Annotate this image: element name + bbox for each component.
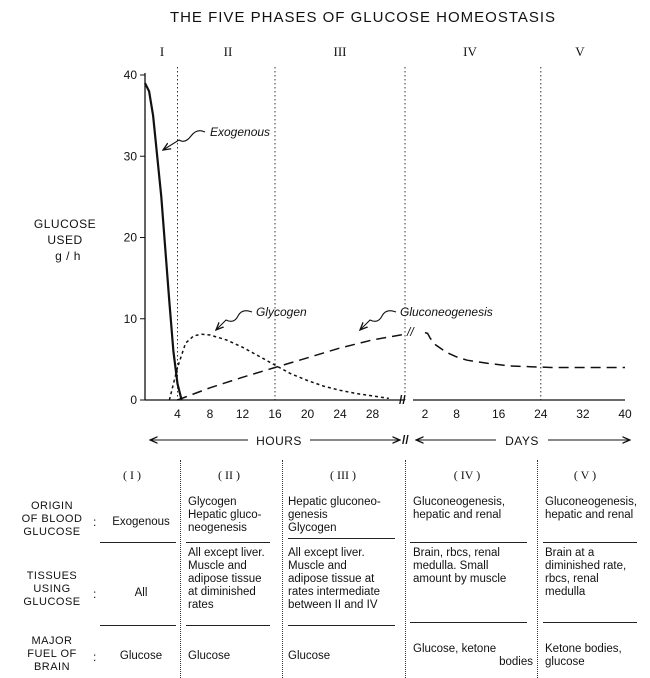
x-tick-label-hours: 24 xyxy=(333,407,347,421)
row-divider xyxy=(100,542,176,543)
table-cell-line: Exogenous xyxy=(112,516,170,528)
phase-label: II xyxy=(223,44,233,59)
x-tick-label-days: 40 xyxy=(618,407,632,421)
table-cell xyxy=(288,650,402,663)
series-line-exogenous xyxy=(145,83,182,400)
table-cell-line: rbcs, renal xyxy=(545,573,599,585)
x-tick-label-hours: 16 xyxy=(268,407,282,421)
row-divider xyxy=(186,625,270,626)
table-cell-line: All except liver. xyxy=(288,547,365,559)
row-divider xyxy=(100,625,176,626)
table-cell xyxy=(413,547,533,586)
y-tick-label: 40 xyxy=(123,68,137,82)
row-label-line: GLUCOSE xyxy=(23,596,81,608)
table-cell-line: Glycogen xyxy=(288,522,337,534)
y-axis-label-line: GLUCOSE xyxy=(33,217,97,231)
table-cell-line: Hepatic gluco- xyxy=(188,509,262,521)
chart-title: THE FIVE PHASES OF GLUCOSE HOMEOSTASIS xyxy=(169,9,557,26)
row-colon: : xyxy=(93,515,97,529)
row-label-line: MAJOR xyxy=(31,635,73,647)
row-label-line: BRAIN xyxy=(33,661,71,673)
label-exogenous-leader xyxy=(163,131,205,150)
x-tick-label-hours: 4 xyxy=(174,407,181,421)
x-axis-labels xyxy=(150,407,632,448)
label-gluconeogenesis: Gluconeogenesis xyxy=(400,305,493,319)
row-divider xyxy=(186,542,270,543)
table-cell-line: Brain at a xyxy=(545,547,595,559)
series-line-gluconeogenesis xyxy=(178,334,406,400)
label-glycogen-leader xyxy=(216,311,252,330)
table-cell xyxy=(288,547,402,612)
table-cell xyxy=(413,643,533,669)
row-label-line: ORIGIN xyxy=(30,500,74,512)
table-cell-line: bodies xyxy=(499,656,533,668)
table-cell-line: All except liver. xyxy=(188,547,265,559)
table-cell xyxy=(288,496,402,535)
row-divider xyxy=(288,625,395,626)
row-colon: : xyxy=(93,650,97,664)
table-cell xyxy=(545,496,645,522)
table-cell xyxy=(106,650,176,663)
table-cell-line: hepatic and renal xyxy=(545,509,634,521)
table-cell xyxy=(545,547,645,599)
table-cell-line: at diminished xyxy=(188,586,256,598)
table-cell-line: neogenesis xyxy=(188,522,247,534)
table-cell xyxy=(188,650,280,663)
phase-label: III xyxy=(333,44,347,59)
y-tick-label: 0 xyxy=(130,393,137,407)
column-header: ( II ) xyxy=(218,468,240,482)
table-cell-line: genesis xyxy=(288,509,328,521)
table-cell-line: medulla xyxy=(545,586,586,598)
x-tick-label-days: 32 xyxy=(576,407,590,421)
table-cell-line: Brain, rbcs, renal xyxy=(413,547,500,559)
row-label-line: USING xyxy=(33,583,71,595)
row-divider xyxy=(288,538,395,539)
x-tick-label-days: 24 xyxy=(534,407,548,421)
table-cell xyxy=(188,496,280,535)
axes xyxy=(124,68,625,407)
row-label-line: OF BLOOD xyxy=(21,513,83,525)
table-cell-line: Glucose xyxy=(288,650,331,662)
row-divider xyxy=(410,622,527,623)
hours-axis-label: HOURS xyxy=(256,434,302,448)
table-cell-line: Glucose, ketone xyxy=(413,643,497,655)
row-label-line: FUEL OF xyxy=(27,648,77,660)
phase-table xyxy=(0,460,650,678)
y-axis-label xyxy=(34,217,96,263)
table-cell-line: Glycogen xyxy=(188,496,237,508)
table-cell xyxy=(106,516,176,529)
days-axis-label: DAYS xyxy=(505,434,539,448)
phase-label: V xyxy=(575,44,585,59)
phase-labels xyxy=(160,44,585,59)
table-cell-line: hepatic and renal xyxy=(413,509,502,521)
column-header: ( III ) xyxy=(330,468,356,482)
table-cell xyxy=(106,587,176,600)
y-tick-label: 20 xyxy=(123,230,137,245)
table-cell-line: Ketone bodies, xyxy=(545,643,622,655)
row-divider xyxy=(543,622,637,623)
row-divider xyxy=(543,542,637,543)
table-cell-line: adipose tissue at xyxy=(288,573,375,585)
x-tick-label-hours: 8 xyxy=(206,407,214,421)
phase-label: I xyxy=(159,44,165,59)
table-cell-line: Muscle and xyxy=(288,560,347,572)
table-cell xyxy=(545,643,645,669)
column-separator xyxy=(405,460,406,678)
x-tick-label-days: 16 xyxy=(492,407,506,421)
column-separator xyxy=(537,460,538,678)
row-label xyxy=(2,635,102,674)
table-cell-line: adipose tissue xyxy=(188,573,262,585)
label-glycogen: Glycogen xyxy=(256,305,307,319)
x-tick-label-hours: 12 xyxy=(235,407,250,421)
table-cell xyxy=(188,547,280,612)
column-separator xyxy=(282,460,283,678)
break-mark-upper: // xyxy=(407,325,414,339)
table-cell-line: diminished rate, xyxy=(545,560,627,572)
table-cell-line: Glucose xyxy=(119,650,163,662)
row-label xyxy=(2,570,102,609)
break-mark-arrow: // xyxy=(402,433,409,447)
phase-label: IV xyxy=(463,44,477,59)
column-header: ( V ) xyxy=(573,468,597,482)
y-axis-label-line: USED xyxy=(47,233,83,247)
break-mark-axis: // xyxy=(399,393,406,407)
table-cell-line: All xyxy=(134,587,148,599)
phase-dividers xyxy=(178,67,541,407)
table-cell-line: Hepatic gluconeo- xyxy=(288,496,381,508)
x-tick-label-hours: 20 xyxy=(300,407,315,421)
x-tick-label-hours: 28 xyxy=(365,407,380,421)
table-cell-line: between II and IV xyxy=(288,599,378,611)
table-cell-line: medulla. Small xyxy=(413,560,489,572)
series-line-gluconeogenesis-days xyxy=(425,333,625,368)
table-cell-line: glucose xyxy=(545,656,585,668)
row-colon: : xyxy=(93,587,97,601)
table-cell-line: amount by muscle xyxy=(413,573,507,585)
row-label-line: GLUCOSE xyxy=(23,526,81,538)
table-cell-line: Gluconeogenesis, xyxy=(413,496,506,508)
series-annotations xyxy=(163,125,493,330)
x-tick-label-days: 2 xyxy=(421,407,429,421)
table-cell-line: Muscle and xyxy=(188,560,247,572)
row-label xyxy=(2,500,102,539)
table-cell-line: Gluconeogenesis, xyxy=(545,496,638,508)
column-header: ( IV ) xyxy=(453,468,481,482)
table-cell-line: Glucose xyxy=(188,650,231,662)
column-separator xyxy=(180,460,181,678)
row-label-line: TISSUES xyxy=(26,570,78,582)
row-divider xyxy=(410,542,527,543)
table-cell xyxy=(413,496,533,522)
label-exogenous: Exogenous xyxy=(210,125,271,139)
x-tick-label-days: 8 xyxy=(453,407,460,421)
y-tick-label: 30 xyxy=(123,149,137,164)
series-line-glycogen xyxy=(169,334,388,400)
label-gluconeogenesis-leader xyxy=(360,311,396,330)
y-tick-label: 10 xyxy=(123,311,137,326)
column-header: ( I ) xyxy=(123,468,141,482)
y-axis-label-line: g / h xyxy=(55,249,81,263)
table-cell-line: rates xyxy=(188,599,214,611)
table-cell-line: rates intermediate xyxy=(288,586,381,598)
